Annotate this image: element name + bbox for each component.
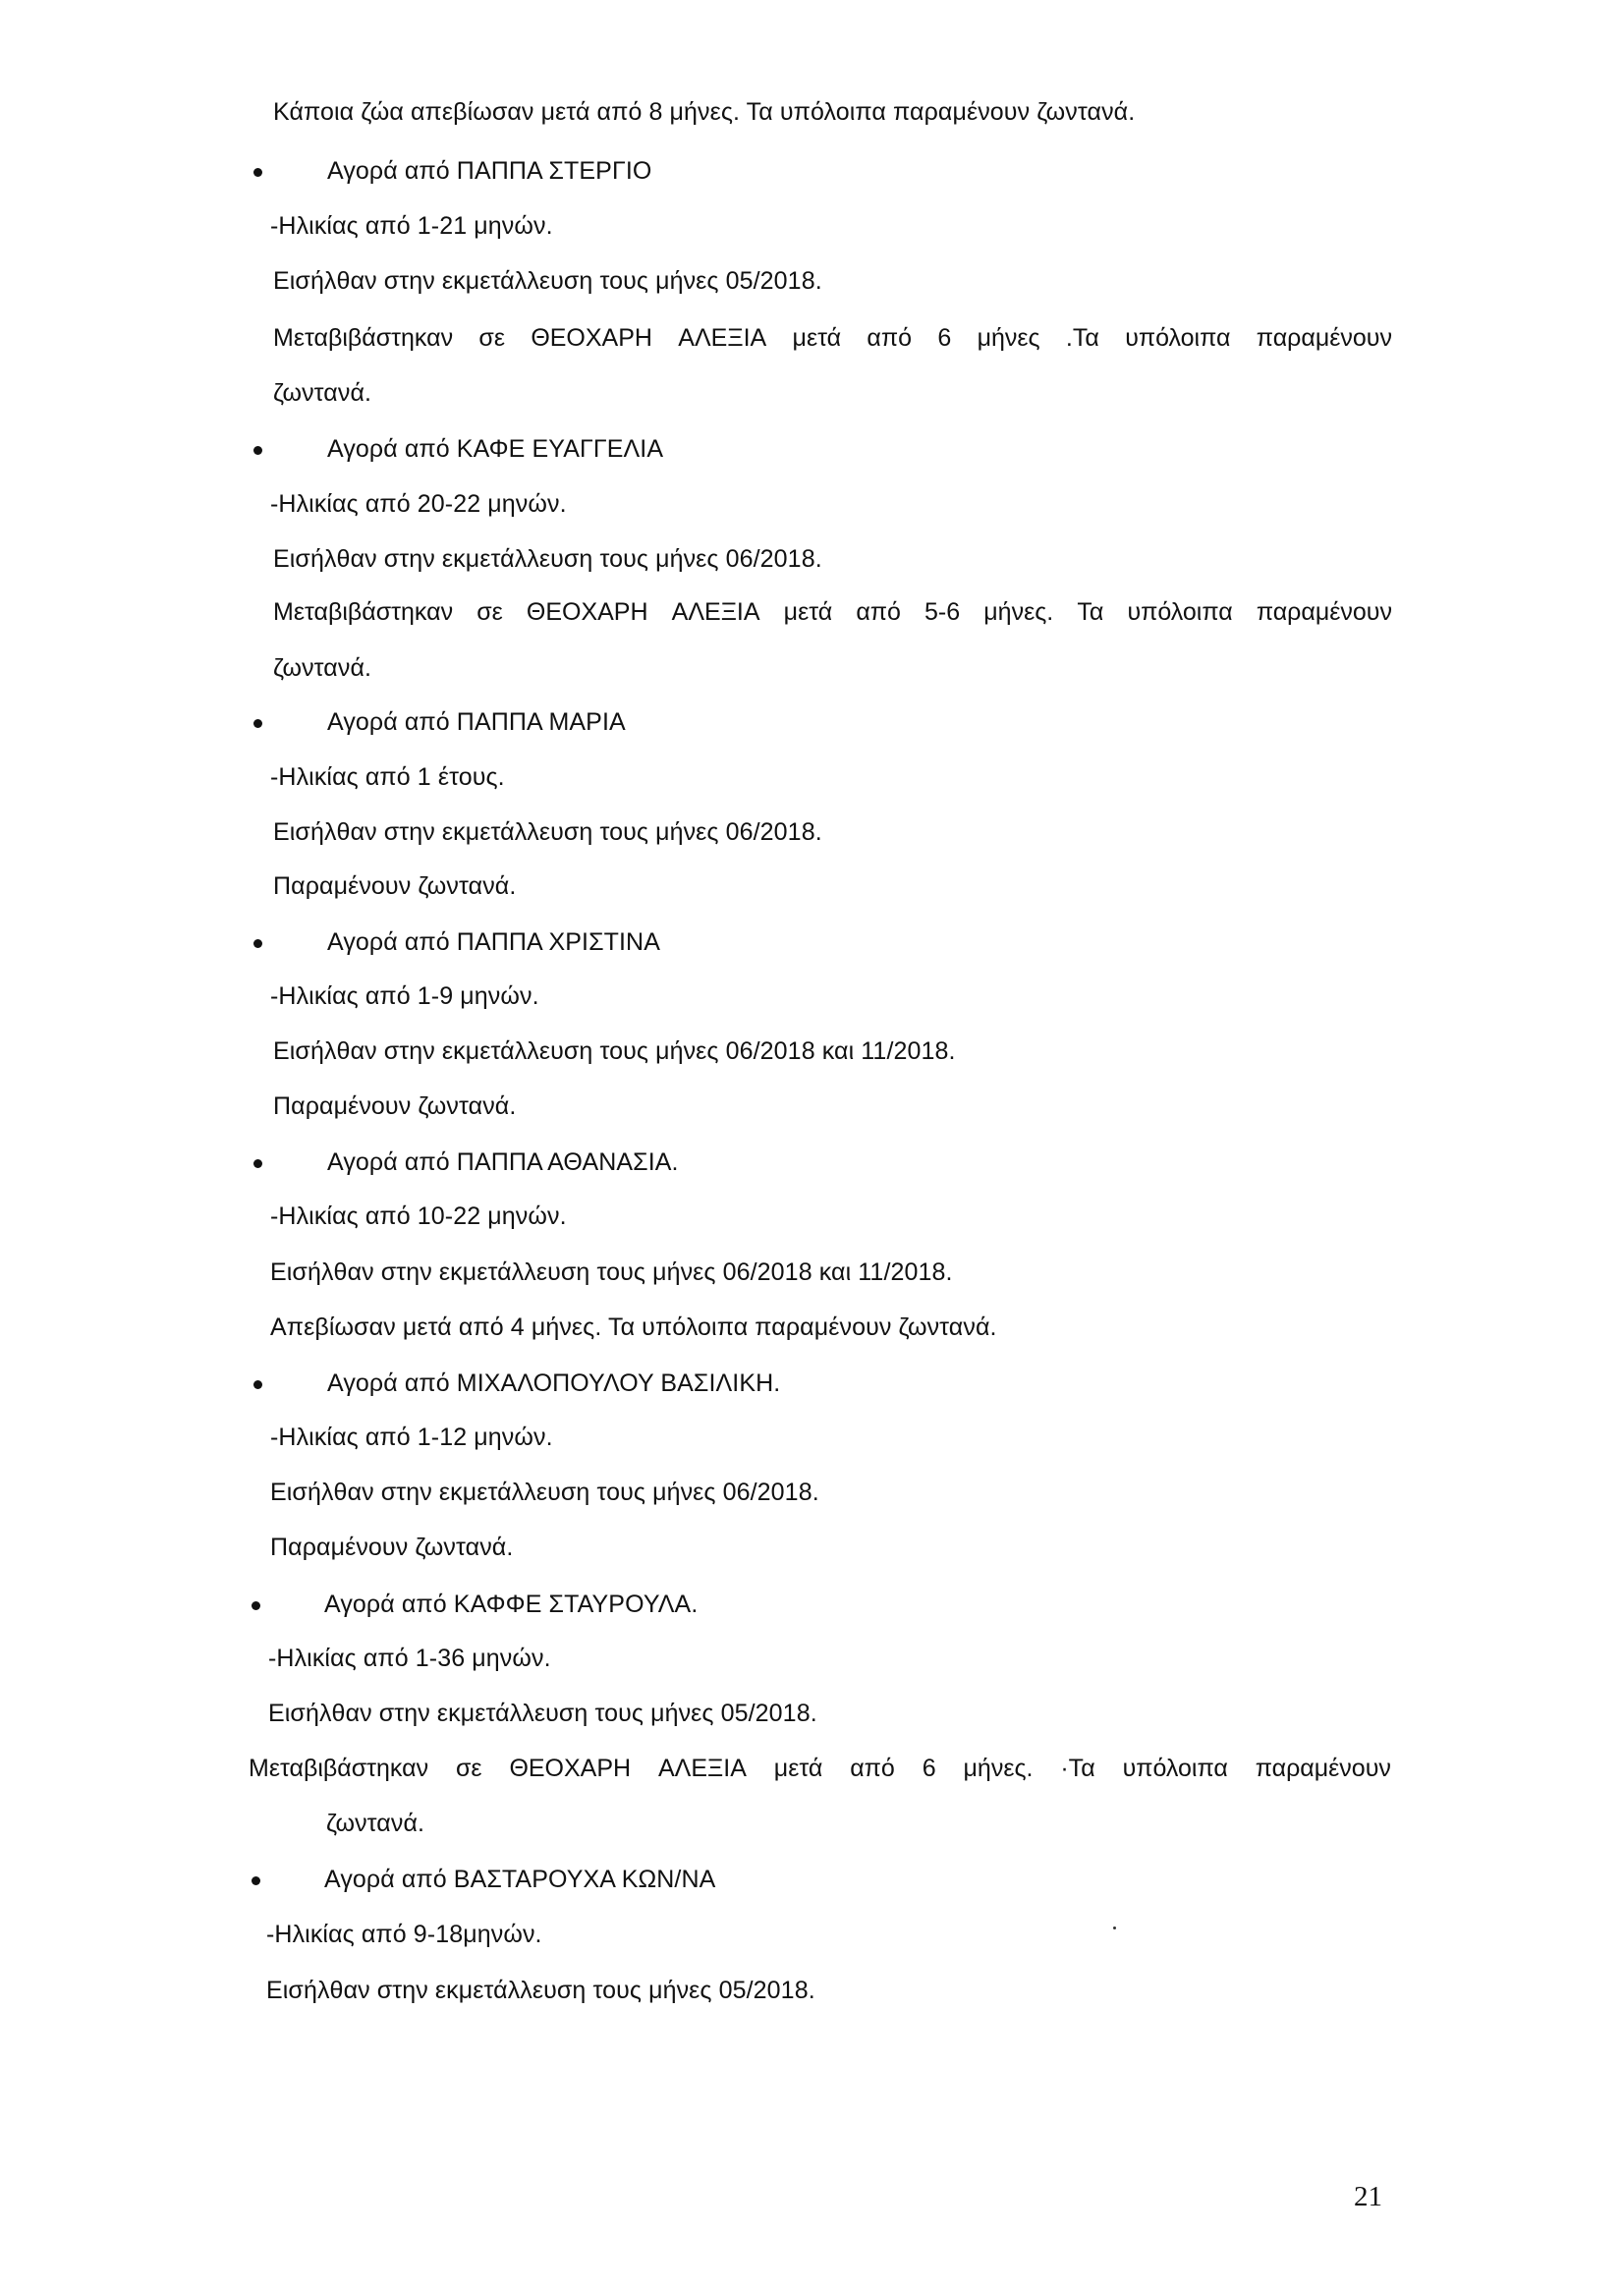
list-item-heading: Αγορά από ΠΑΠΠΑ ΑΘΑΝΑΣΙΑ. bbox=[327, 1148, 679, 1176]
bullet-icon bbox=[252, 1601, 260, 1610]
bullet-icon bbox=[253, 719, 262, 728]
justified-text-line bbox=[273, 322, 1392, 354]
bullet-icon bbox=[252, 1876, 260, 1885]
list-item-heading: Αγορά από ΠΑΠΠΑ ΣΤΕΡΓΙΟ bbox=[327, 157, 652, 185]
text-line: ζωντανά. bbox=[273, 379, 372, 407]
word: παραμένουν bbox=[1256, 324, 1392, 352]
word: από bbox=[850, 1755, 895, 1782]
word: μήνες bbox=[977, 324, 1040, 352]
list-item-heading: Αγορά από ΚΑΦΕ ΕΥΑΓΓΕΛΙΑ bbox=[327, 435, 664, 463]
word: Τα bbox=[1077, 598, 1104, 626]
word: Μεταβιβάστηκαν bbox=[273, 598, 454, 626]
justified-text-line bbox=[249, 1753, 1391, 1784]
word: μήνες. bbox=[963, 1755, 1034, 1782]
scan-speck bbox=[1113, 1927, 1116, 1929]
bullet-icon bbox=[253, 168, 262, 177]
text-line: -Ηλικίας από 20-22 μηνών. bbox=[270, 490, 567, 518]
word: υπόλοιπα bbox=[1125, 324, 1231, 352]
text-line: Εισήλθαν στην εκμετάλλευση τους μήνες 06/2018 και 11/2018. bbox=[270, 1258, 953, 1286]
text-line: Κάποια ζώα απεβίωσαν μετά από 8 μήνες. Τα υπόλοιπα παραμένουν ζωντανά. bbox=[273, 98, 1136, 126]
word: Μεταβιβάστηκαν bbox=[249, 1755, 429, 1782]
list-item-heading: Αγορά από ΜΙΧΑΛΟΠΟΥΛΟΥ ΒΑΣΙΛΙΚΗ. bbox=[327, 1369, 781, 1397]
text-line: -Ηλικίας από 1-36 μηνών. bbox=[268, 1645, 551, 1672]
text-line: Εισήλθαν στην εκμετάλλευση τους μήνες 06/2018. bbox=[270, 1479, 819, 1506]
word: σε bbox=[478, 324, 505, 352]
page-number: 21 bbox=[1354, 2181, 1382, 2212]
word: σε bbox=[476, 598, 503, 626]
text-line: ζωντανά. bbox=[326, 1810, 425, 1837]
word: υπόλοιπα bbox=[1122, 1755, 1228, 1782]
text-line: Εισήλθαν στην εκμετάλλευση τους μήνες 06/2018. bbox=[273, 818, 822, 846]
text-line: Εισήλθαν στην εκμετάλλευση τους μήνες 06/2018. bbox=[273, 545, 822, 573]
text-line: Εισήλθαν στην εκμετάλλευση τους μήνες 05/2018. bbox=[273, 267, 822, 295]
text-line: Παραμένουν ζωντανά. bbox=[270, 1534, 514, 1561]
bullet-icon bbox=[253, 939, 262, 948]
text-line: ζωντανά. bbox=[273, 654, 372, 682]
word: παραμένουν bbox=[1255, 1755, 1391, 1782]
word: Μεταβιβάστηκαν bbox=[273, 324, 454, 352]
text-line: -Ηλικίας από 1-9 μηνών. bbox=[270, 982, 539, 1010]
word: μετά bbox=[773, 1755, 823, 1782]
text-line: -Ηλικίας από 1-12 μηνών. bbox=[270, 1424, 553, 1451]
word: 6 bbox=[937, 324, 952, 352]
bullet-icon bbox=[253, 446, 262, 455]
word: από bbox=[867, 324, 913, 352]
word: .Τα bbox=[1065, 324, 1099, 352]
word: 6 bbox=[922, 1755, 936, 1782]
word: ΑΛΕΞΙΑ bbox=[678, 324, 767, 352]
word: υπόλοιπα bbox=[1127, 598, 1233, 626]
text-line: Παραμένουν ζωντανά. bbox=[273, 872, 517, 900]
word: ΑΛΕΞΙΑ bbox=[671, 598, 760, 626]
word: ΘΕΟΧΑΡΗ bbox=[531, 324, 652, 352]
text-line: -Ηλικίας από 1 έτους. bbox=[270, 763, 505, 791]
word: μετά bbox=[783, 598, 833, 626]
word: ΑΛΕΞΙΑ bbox=[657, 1755, 747, 1782]
word: ΘΕΟΧΑΡΗ bbox=[526, 598, 648, 626]
list-item-heading: Αγορά από ΒΑΣΤΑΡΟΥΧΑ ΚΩΝ/ΝΑ bbox=[324, 1866, 716, 1893]
text-line: Παραμένουν ζωντανά. bbox=[273, 1092, 517, 1120]
word: μετά bbox=[792, 324, 842, 352]
text-line: Εισήλθαν στην εκμετάλλευση τους μήνες 05/2018. bbox=[266, 1977, 815, 2004]
text-line: -Ηλικίας από 1-21 μηνών. bbox=[270, 212, 553, 240]
bullet-icon bbox=[253, 1380, 262, 1389]
text-line: Εισήλθαν στην εκμετάλλευση τους μήνες 06/2018 και 11/2018. bbox=[273, 1037, 956, 1065]
word: παραμένουν bbox=[1256, 598, 1392, 626]
text-line: -Ηλικίας από 9-18μηνών. bbox=[266, 1921, 542, 1948]
word: 5-6 bbox=[924, 598, 961, 626]
text-line: Εισήλθαν στην εκμετάλλευση τους μήνες 05/2018. bbox=[268, 1700, 817, 1727]
bullet-icon bbox=[253, 1159, 262, 1168]
justified-text-line bbox=[273, 596, 1392, 628]
word: ΘΕΟΧΑΡΗ bbox=[509, 1755, 632, 1782]
text-line: Απεβίωσαν μετά από 4 μήνες. Τα υπόλοιπα παραμένουν ζωντανά. bbox=[270, 1313, 997, 1341]
list-item-heading: Αγορά από ΠΑΠΠΑ ΧΡΙΣΤΙΝΑ bbox=[327, 928, 660, 956]
word: από bbox=[856, 598, 901, 626]
word: ·Τα bbox=[1060, 1755, 1095, 1782]
word: μήνες. bbox=[983, 598, 1054, 626]
list-item-heading: Αγορά από ΚΑΦΦΕ ΣΤΑΥΡΟΥΛΑ. bbox=[324, 1591, 699, 1618]
list-item-heading: Αγορά από ΠΑΠΠΑ ΜΑΡΙΑ bbox=[327, 708, 626, 736]
word: σε bbox=[455, 1755, 482, 1782]
text-line: -Ηλικίας από 10-22 μηνών. bbox=[270, 1202, 567, 1230]
